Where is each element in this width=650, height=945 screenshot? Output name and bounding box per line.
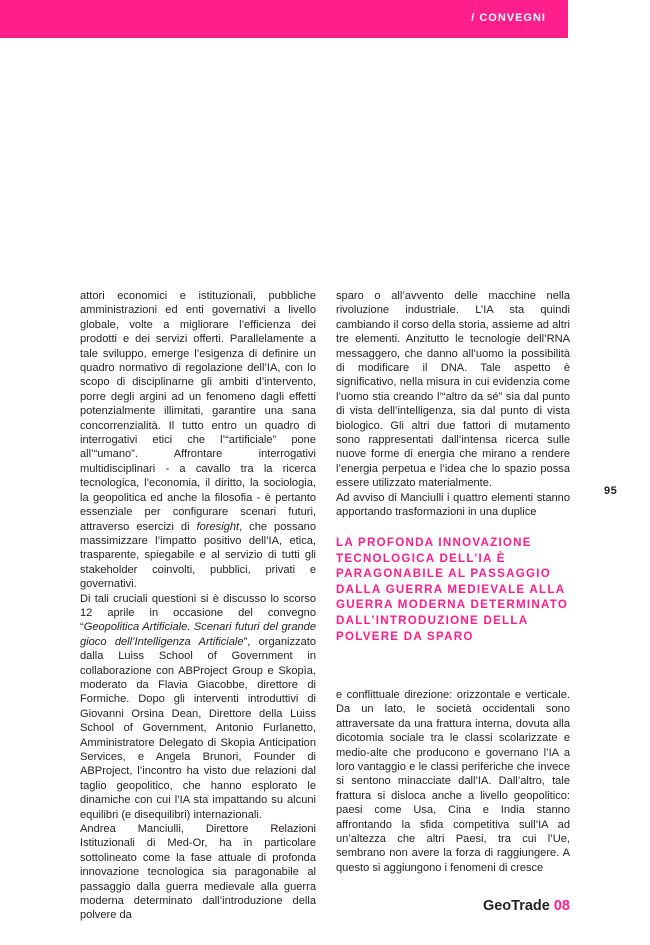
paragraph xyxy=(80,289,316,592)
italic-text: Geopolitica Artificiale. Scenari futuri del grande gioco dell’Intelligenza Artificiale xyxy=(80,621,316,648)
text-run: , che possano massimizzare l’impatto positivo dell’IA, etica, trasparente, spiegabile e al servizio di tutti gli stakeholder coinvolti, pubblici, privati e governativi. xyxy=(80,520,317,591)
text-run: attori economici e istituzionali, pubbliche amministrazioni ed enti governativi a livello globale, volte a migliorare l’efficienza dei prodotti e dei servizi offerti. Parallelamente a tale sviluppo, emerge l’esigenza di definire un quadro normativo di regolazione dell’IA, con lo scopo di disciplinarne gli ambiti d’intervento, porre degli argini ad un fenomeno dagli effetti potenzialmente illimitati, garantire una sana concorrenzialità. Il tutto entro un quadro di interrogativi etici che l’“artificiale” pone all’“umano”. Affrontare interrogativi multidisciplinari - a cavallo tra la ricerca tecnologica, l’economia, il diritto, la sociologia, la geopolitica ed anche la filosofia - è pertanto essenziale per configurare scenari futuri, attraverso esercizi di xyxy=(80,290,316,533)
pull-quote: LA PROFONDA INNOVAZIONE TECNOLOGICA DELL’IA È PARAGONABILE AL PASSAGGIO DALLA GUERRA MEDIEVALE ALLA GUERRA MODERNA DETERMINATO DALL’INTRODUZIONE DELLA POLVERE DA SPARO xyxy=(336,536,569,643)
footer-brand xyxy=(483,898,570,914)
article-column-right-top xyxy=(336,289,570,520)
paragraph xyxy=(336,491,570,520)
text-run: Di tali cruciali questioni si è discusso lo scorso 12 aprile in occasione del convegno “ xyxy=(80,592,316,634)
article-column-left xyxy=(80,289,316,923)
italic-text: foresight xyxy=(196,520,240,533)
paragraph xyxy=(80,822,316,923)
section-header-bar xyxy=(0,0,568,38)
paragraph xyxy=(80,592,316,823)
text-run: ”, organizzato dalla Luiss School of Government in collaborazione con ABProject Group e Skopìa, moderato da Flavia Giacobbe, direttore di Formiche. Dopo gli interventi introduttivi di Giovanni Orsina Dean, Direttore della Luiss School of Government, Antonio Furlanetto, Amministratore Delegato di Skopìa Anticipation Services, e Angela Brunori, Founder di ABProject, l’incontro ha visto due relazioni dal taglio geopolitico, che hanno esplorato le dinamiche con cui l’IA sta impattando su alcuni equilibri (e disequilibri) internazionali. xyxy=(80,635,316,821)
paragraph xyxy=(336,289,570,491)
brand-name: GeoTrade xyxy=(482,898,550,914)
text-run: sparo o all’avvento delle macchine nella rivoluzione industriale. L’IA sta quindi cambiando il corso della storia, assieme ad altri tre elementi. Anzitutto le tecnologie dell’RNA messaggero, che danno all’uomo la possibilità di modificare il DNA. Tale aspetto è significativo, nella misura in cui evidenzia come l’uomo stia creando l’“altro da sé” sia dal punto di vista dell’intelligenza, sia dal punto di vista biologico. Gli altri due fattori di mutamento sono rappresentati dall’intensa ricerca sulle nuove forme di energia che mirano a rendere l’energia perpetua e l’idea che lo spazio possa essere utilizzato materialmente. xyxy=(336,290,570,490)
article-column-right-bottom xyxy=(336,688,570,875)
text-run: Andrea Manciulli, Direttore Relazioni Istituzionali di Med-Or, ha in particolare sottolineato come la fase attuale di profonda innovazione tecnologica sia paragonabile al passaggio dalla guerra medievale alla guerra moderna determinato dall’introduzione della polvere da xyxy=(80,823,316,922)
issue-number: 08 xyxy=(553,898,570,914)
text-run: e conflittuale direzione: orizzontale e verticale. Da un lato, le società occidentali sono attraversate da una frattura interna, dovuta alla dicotomia sociale tra le classi scolarizzate e medio-alte che producono e governano l’IA a loro vantaggio e le classi periferiche che invece si sentono minacciate dall’IA. Dall’altro, tale frattura si disloca anche a livello geopolitico: paesi come Usa, Cina e India stanno affrontando la sfida competitiva sull’IA ad un’altezza che altri Paesi, tra cui l’Ue, sembrano non avere la forza di raggiungere. A questo si aggiungono i fenomeni di cresce xyxy=(336,689,570,874)
page-number: 95 xyxy=(604,485,618,497)
text-run: Ad avviso di Manciulli i quattro elementi stanno apportando trasformazioni in una duplice xyxy=(336,491,570,519)
section-label: / CONVEGNI xyxy=(471,12,546,24)
paragraph xyxy=(336,688,570,875)
